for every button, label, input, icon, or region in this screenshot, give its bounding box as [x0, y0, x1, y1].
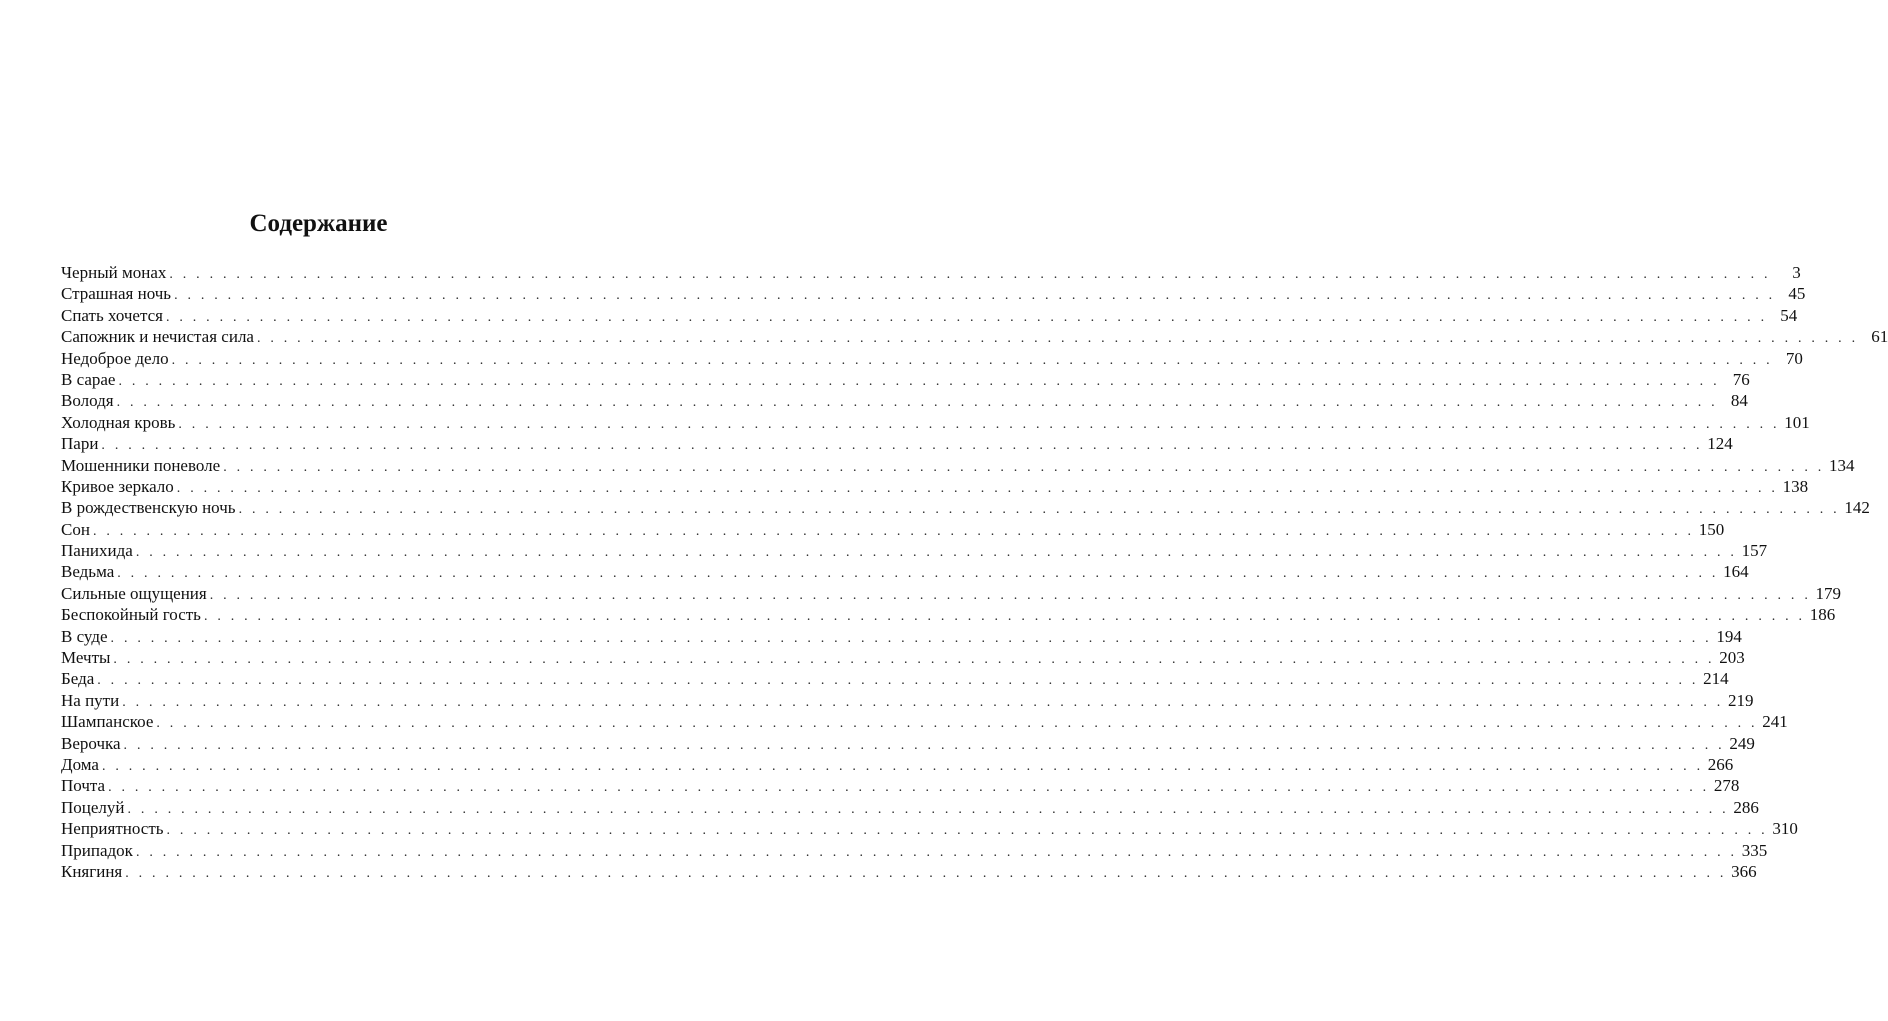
- dot-leader: . . . . . . . . . . . . . . . . . . . . . . . . . . . . . . . . . . . . . . . . . . . . . . . . . . . . . . . . . . . . . . . . . . . . . . . . . . . . . . . . . . . . . . . . . . . . . . . . . . . . . . . . . . . . . . . . . . . . . . . .: [110, 630, 1712, 646]
- toc-entry-page-number: 186: [1809, 605, 1836, 625]
- toc-entry-title: Верочка: [61, 733, 121, 753]
- toc-entry-page-number: 219: [1728, 690, 1754, 710]
- toc-entry-page-number: 286: [1733, 797, 1759, 817]
- dot-leader: . . . . . . . . . . . . . . . . . . . . . . . . . . . . . . . . . . . . . . . . . . . . . . . . . . . . . . . . . . . . . . . . . . . . . . . . . . . . . . . . . . . . . . . . . . . . . . . . . . . . . . . . . . . . . . . . . . . . . . . .: [156, 716, 1758, 732]
- toc-entry-title: Панихида: [61, 541, 133, 561]
- toc-entry: [61, 412, 1810, 433]
- toc-entry: [61, 583, 1842, 604]
- toc-entry-page-number: 70: [1785, 348, 1803, 368]
- dot-leader: . . . . . . . . . . . . . . . . . . . . . . . . . . . . . . . . . . . . . . . . . . . . . . . . . . . . . . . . . . . . . . . . . . . . . . . . . . . . . . . . . . . . . . . . . . . . . . . . . . . . . . . . . . . . . . . . . . . . . . . .: [116, 395, 1718, 411]
- dot-leader: . . . . . . . . . . . . . . . . . . . . . . . . . . . . . . . . . . . . . . . . . . . . . . . . . . . . . . . . . . . . . . . . . . . . . . . . . . . . . . . . . . . . . . . . . . . . . . . . . . . . . . . . . . . . . . . . . . . . . . . .: [123, 737, 1725, 753]
- toc-entry-page-number: 164: [1723, 562, 1749, 582]
- toc-entry-title: Сон: [61, 519, 90, 539]
- toc-entry-title: Почта: [61, 776, 106, 796]
- toc-entry: [61, 626, 1742, 647]
- table-of-contents: [61, 262, 1888, 882]
- toc-entry: [61, 433, 1733, 454]
- toc-entry: [61, 818, 1798, 839]
- toc-entry: [61, 561, 1749, 582]
- toc-entry-page-number: 61: [1871, 327, 1888, 347]
- toc-entry-title: Неприятность: [61, 819, 164, 839]
- toc-entry: [61, 497, 1870, 518]
- toc-entry-page-number: 45: [1788, 284, 1806, 304]
- toc-entry: [61, 455, 1855, 476]
- toc-entry: [61, 647, 1745, 668]
- toc-entry-page-number: 157: [1741, 541, 1768, 561]
- toc-entry-title: Шампанское: [61, 712, 154, 732]
- toc-entry-title: Пари: [61, 434, 99, 454]
- toc-entry-page-number: 134: [1829, 455, 1855, 475]
- dot-leader: . . . . . . . . . . . . . . . . . . . . . . . . . . . . . . . . . . . . . . . . . . . . . . . . . . . . . . . . . . . . . . . . . . . . . . . . . . . . . . . . . . . . . . . . . . . . . . . . . . . . . . . . . . . . . . . . . . . . . . . .: [166, 823, 1768, 839]
- toc-entry-title: В рождественскую ночь: [61, 498, 236, 518]
- toc-entry-title: Поцелуй: [61, 797, 125, 817]
- toc-entry-title: Сапожник и нечистая сила: [61, 327, 254, 347]
- dot-leader: . . . . . . . . . . . . . . . . . . . . . . . . . . . . . . . . . . . . . . . . . . . . . . . . . . . . . . . . . . . . . . . . . . . . . . . . . . . . . . . . . . . . . . . . . . . . . . . . . . . . . . . . . . . . . . . . . . . . . . . .: [174, 288, 1776, 304]
- dot-leader: . . . . . . . . . . . . . . . . . . . . . . . . . . . . . . . . . . . . . . . . . . . . . . . . . . . . . . . . . . . . . . . . . . . . . . . . . . . . . . . . . . . . . . . . . . . . . . . . . . . . . . . . . . . . . . . . . . . . . . . .: [122, 694, 1724, 710]
- toc-entry-page-number: 194: [1716, 626, 1742, 646]
- toc-entry-page-number: 335: [1741, 840, 1768, 860]
- toc-entry-title: Мошенники поневоле: [61, 455, 221, 475]
- toc-entry-page-number: 278: [1713, 776, 1740, 796]
- toc-entry: [61, 519, 1725, 540]
- toc-entry-title: Холодная кровь: [61, 412, 176, 432]
- dot-leader: . . . . . . . . . . . . . . . . . . . . . . . . . . . . . . . . . . . . . . . . . . . . . . . . . . . . . . . . . . . . . . . . . . . . . . . . . . . . . . . . . . . . . . . . . . . . . . . . . . . . . . . . . . . . . . . . . . . . . . . .: [118, 373, 1720, 389]
- dot-leader: . . . . . . . . . . . . . . . . . . . . . . . . . . . . . . . . . . . . . . . . . . . . . . . . . . . . . . . . . . . . . . . . . . . . . . . . . . . . . . . . . . . . . . . . . . . . . . . . . . . . . . . . . . . . . . . . . . . . . . . .: [209, 587, 1812, 603]
- page-title: Содержание: [249, 210, 388, 237]
- toc-entry-page-number: 3: [1792, 263, 1801, 282]
- toc-entry: [61, 262, 1801, 283]
- toc-entry-page-number: 138: [1782, 476, 1809, 496]
- dot-leader: . . . . . . . . . . . . . . . . . . . . . . . . . . . . . . . . . . . . . . . . . . . . . . . . . . . . . . . . . . . . . . . . . . . . . . . . . . . . . . . . . . . . . . . . . . . . . . . . . . . . . . . . . . . . . . . . . . . . . . . .: [113, 652, 1715, 668]
- toc-entry-title: Княгиня: [61, 861, 123, 881]
- toc-entry: [61, 540, 1768, 561]
- toc-entry-page-number: 179: [1815, 583, 1842, 603]
- dot-leader: . . . . . . . . . . . . . . . . . . . . . . . . . . . . . . . . . . . . . . . . . . . . . . . . . . . . . . . . . . . . . . . . . . . . . . . . . . . . . . . . . . . . . . . . . . . . . . . . . . . . . . . . . . . . . . . . . . . . . . . .: [176, 480, 1779, 496]
- toc-entry: [61, 840, 1768, 861]
- dot-leader: . . . . . . . . . . . . . . . . . . . . . . . . . . . . . . . . . . . . . . . . . . . . . . . . . . . . . . . . . . . . . . . . . . . . . . . . . . . . . . . . . . . . . . . . . . . . . . . . . . . . . . . . . . . . . . . . . . . . . . . .: [238, 502, 1840, 518]
- toc-entry: [61, 305, 1798, 326]
- toc-entry-page-number: 241: [1762, 712, 1788, 732]
- toc-entry-page-number: 150: [1698, 519, 1725, 539]
- toc-entry-page-number: 142: [1844, 498, 1870, 518]
- toc-entry-page-number: 76: [1732, 369, 1750, 389]
- toc-entry-title: Ведьма: [61, 562, 115, 582]
- toc-entry: [61, 390, 1748, 411]
- dot-leader: . . . . . . . . . . . . . . . . . . . . . . . . . . . . . . . . . . . . . . . . . . . . . . . . . . . . . . . . . . . . . . . . . . . . . . . . . . . . . . . . . . . . . . . . . . . . . . . . . . . . . . . . . . . . . . . . . . . . . . . .: [135, 844, 1738, 860]
- toc-entry-page-number: 366: [1731, 861, 1757, 881]
- dot-leader: . . . . . . . . . . . . . . . . . . . . . . . . . . . . . . . . . . . . . . . . . . . . . . . . . . . . . . . . . . . . . . . . . . . . . . . . . . . . . . . . . . . . . . . . . . . . . . . . . . . . . . . . . . . . . . . . . . . . . . . .: [101, 438, 1703, 454]
- toc-entry: [61, 369, 1750, 390]
- dot-leader: . . . . . . . . . . . . . . . . . . . . . . . . . . . . . . . . . . . . . . . . . . . . . . . . . . . . . . . . . . . . . . . . . . . . . . . . . . . . . . . . . . . . . . . . . . . . . . . . . . . . . . . . . . . . . . . . . . . . . . . .: [256, 331, 1859, 347]
- toc-entry-title: Недоброе дело: [61, 348, 169, 368]
- toc-entry-title: Мечты: [61, 648, 111, 668]
- toc-entry: [61, 326, 1888, 347]
- toc-entry-page-number: 84: [1730, 391, 1748, 411]
- dot-leader: . . . . . . . . . . . . . . . . . . . . . . . . . . . . . . . . . . . . . . . . . . . . . . . . . . . . . . . . . . . . . . . . . . . . . . . . . . . . . . . . . . . . . . . . . . . . . . . . . . . . . . . . . . . . . . . . . . . . . . . .: [223, 459, 1825, 475]
- dot-leader: . . . . . . . . . . . . . . . . . . . . . . . . . . . . . . . . . . . . . . . . . . . . . . . . . . . . . . . . . . . . . . . . . . . . . . . . . . . . . . . . . . . . . . . . . . . . . . . . . . . . . . . . . . . . . . . . . . . . . . . .: [125, 865, 1727, 881]
- toc-entry-title: На пути: [61, 690, 120, 710]
- dot-leader: . . . . . . . . . . . . . . . . . . . . . . . . . . . . . . . . . . . . . . . . . . . . . . . . . . . . . . . . . . . . . . . . . . . . . . . . . . . . . . . . . . . . . . . . . . . . . . . . . . . . . . . . . . . . . . . . . . . . . . . .: [135, 545, 1738, 561]
- dot-leader: . . . . . . . . . . . . . . . . . . . . . . . . . . . . . . . . . . . . . . . . . . . . . . . . . . . . . . . . . . . . . . . . . . . . . . . . . . . . . . . . . . . . . . . . . . . . . . . . . . . . . . . . . . . . . . . . . . . . . . . .: [171, 352, 1773, 368]
- toc-entry-page-number: 101: [1784, 412, 1810, 432]
- toc-entry: [61, 861, 1757, 882]
- toc-entry: [61, 797, 1759, 818]
- dot-leader: . . . . . . . . . . . . . . . . . . . . . . . . . . . . . . . . . . . . . . . . . . . . . . . . . . . . . . . . . . . . . . . . . . . . . . . . . . . . . . . . . . . . . . . . . . . . . . . . . . . . . . . . . . . . . . . . . . . . . . . .: [92, 523, 1695, 539]
- toc-entry-title: Черный монах: [61, 263, 167, 282]
- toc-entry-page-number: 214: [1703, 669, 1729, 689]
- toc-entry-title: Страшная ночь: [61, 284, 172, 304]
- toc-entry: [61, 476, 1809, 497]
- toc-entry-page-number: 203: [1719, 648, 1745, 668]
- toc-entry-title: Беда: [61, 669, 95, 689]
- dot-leader: . . . . . . . . . . . . . . . . . . . . . . . . . . . . . . . . . . . . . . . . . . . . . . . . . . . . . . . . . . . . . . . . . . . . . . . . . . . . . . . . . . . . . . . . . . . . . . . . . . . . . . . . . . . . . . . . . . . . . . . .: [165, 309, 1768, 325]
- toc-entry-title: Сильные ощущения: [61, 583, 207, 603]
- toc-entry-title: Беспокойный гость: [61, 605, 201, 625]
- dot-leader: . . . . . . . . . . . . . . . . . . . . . . . . . . . . . . . . . . . . . . . . . . . . . . . . . . . . . . . . . . . . . . . . . . . . . . . . . . . . . . . . . . . . . . . . . . . . . . . . . . . . . . . . . . . . . . . . . . . . . . . .: [101, 758, 1704, 774]
- toc-entry: [61, 733, 1755, 754]
- toc-entry: [61, 283, 1806, 304]
- toc-entry-title: Кривое зеркало: [61, 476, 174, 496]
- toc-entry-title: В сарае: [61, 369, 116, 389]
- toc-entry-page-number: 124: [1707, 434, 1733, 454]
- toc-entry: [61, 690, 1754, 711]
- toc-entry: [61, 775, 1740, 796]
- toc-entry: [61, 348, 1803, 369]
- toc-entry-page-number: 249: [1729, 733, 1755, 753]
- toc-entry: [61, 668, 1729, 689]
- toc-entry-page-number: 266: [1707, 754, 1734, 774]
- toc-entry-title: Дома: [61, 754, 99, 774]
- toc-entry-title: Володя: [61, 391, 114, 411]
- toc-entry-page-number: 54: [1780, 305, 1798, 325]
- toc-entry: [61, 604, 1836, 625]
- dot-leader: . . . . . . . . . . . . . . . . . . . . . . . . . . . . . . . . . . . . . . . . . . . . . . . . . . . . . . . . . . . . . . . . . . . . . . . . . . . . . . . . . . . . . . . . . . . . . . . . . . . . . . . . . . . . . . . . . . . . . . . .: [203, 609, 1806, 625]
- toc-entry-title: Спать хочется: [61, 305, 163, 325]
- dot-leader: . . . . . . . . . . . . . . . . . . . . . . . . . . . . . . . . . . . . . . . . . . . . . . . . . . . . . . . . . . . . . . . . . . . . . . . . . . . . . . . . . . . . . . . . . . . . . . . . . . . . . . . . . . . . . . . . . . . . . . . .: [178, 416, 1780, 432]
- dot-leader: . . . . . . . . . . . . . . . . . . . . . . . . . . . . . . . . . . . . . . . . . . . . . . . . . . . . . . . . . . . . . . . . . . . . . . . . . . . . . . . . . . . . . . . . . . . . . . . . . . . . . . . . . . . . . . . . . . . . . . . .: [169, 267, 1771, 282]
- toc-entry: [61, 711, 1788, 732]
- dot-leader: . . . . . . . . . . . . . . . . . . . . . . . . . . . . . . . . . . . . . . . . . . . . . . . . . . . . . . . . . . . . . . . . . . . . . . . . . . . . . . . . . . . . . . . . . . . . . . . . . . . . . . . . . . . . . . . . . . . . . . . .: [108, 780, 1710, 796]
- dot-leader: . . . . . . . . . . . . . . . . . . . . . . . . . . . . . . . . . . . . . . . . . . . . . . . . . . . . . . . . . . . . . . . . . . . . . . . . . . . . . . . . . . . . . . . . . . . . . . . . . . . . . . . . . . . . . . . . . . . . . . . .: [127, 801, 1729, 817]
- toc-entry-title: Припадок: [61, 840, 133, 860]
- toc-entry-title: В суде: [61, 626, 108, 646]
- toc-entry-page-number: 310: [1772, 819, 1798, 839]
- dot-leader: . . . . . . . . . . . . . . . . . . . . . . . . . . . . . . . . . . . . . . . . . . . . . . . . . . . . . . . . . . . . . . . . . . . . . . . . . . . . . . . . . . . . . . . . . . . . . . . . . . . . . . . . . . . . . . . . . . . . . . . .: [97, 673, 1699, 689]
- toc-entry: [61, 754, 1734, 775]
- dot-leader: . . . . . . . . . . . . . . . . . . . . . . . . . . . . . . . . . . . . . . . . . . . . . . . . . . . . . . . . . . . . . . . . . . . . . . . . . . . . . . . . . . . . . . . . . . . . . . . . . . . . . . . . . . . . . . . . . . . . . . . .: [117, 566, 1719, 582]
